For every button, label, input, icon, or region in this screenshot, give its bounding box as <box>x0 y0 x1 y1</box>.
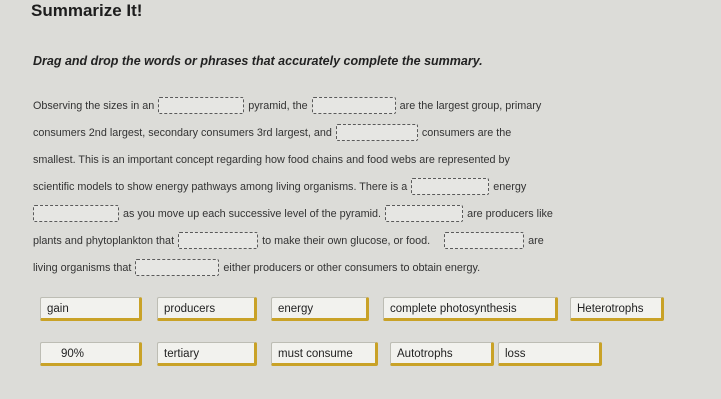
summary-text: smallest. This is an important concept regarding how food chains and food webs are represented by <box>33 153 510 166</box>
summary-line <box>33 119 713 146</box>
summary-line <box>33 227 713 254</box>
summary-line <box>33 173 713 200</box>
summary-text: to make their own glucose, or food. <box>262 234 431 247</box>
word-chip[interactable]: Autotrophs <box>390 342 494 366</box>
word-chip[interactable]: must consume <box>271 342 378 366</box>
instructions: Drag and drop the words or phrases that accurately complete the summary. <box>33 54 483 68</box>
summary-text: are <box>528 234 544 247</box>
summary-text: as you move up each successive level of the pyramid. <box>123 207 382 220</box>
summary-line <box>33 92 713 119</box>
summary-text: living organisms that <box>33 261 132 274</box>
drop-zone-1[interactable] <box>158 97 244 114</box>
drop-zone-2[interactable] <box>312 97 396 114</box>
page-title: Summarize It! <box>31 1 143 20</box>
summary-text: either producers or other consumers to obtain energy. <box>223 261 481 274</box>
word-chip[interactable]: gain <box>40 297 142 321</box>
summary-text: energy <box>493 180 527 193</box>
summary-text: consumers 2nd largest, secondary consumers 3rd largest, and <box>33 126 332 139</box>
drop-zone-4[interactable] <box>411 178 489 195</box>
word-chip[interactable]: complete photosynthesis <box>383 297 558 321</box>
summary-text: are the largest group, primary <box>399 99 542 112</box>
summary-line <box>33 146 713 173</box>
word-chip[interactable]: Heterotrophs <box>570 297 664 321</box>
summary-text: scientific models to show energy pathways among living organisms. There is a <box>33 180 408 193</box>
drop-zone-9[interactable] <box>135 259 219 276</box>
word-chip[interactable]: tertiary <box>157 342 257 366</box>
summary-line <box>33 254 713 281</box>
summary-line <box>33 200 713 227</box>
drop-zone-6[interactable] <box>385 205 463 222</box>
drop-zone-3[interactable] <box>336 124 418 141</box>
summary-paragraph <box>33 92 713 281</box>
summary-text: pyramid, the <box>248 99 308 112</box>
drop-zone-7[interactable] <box>178 232 258 249</box>
summary-text: Observing the sizes in an <box>33 99 155 112</box>
summary-text: consumers are the <box>421 126 512 139</box>
summary-text: plants and phytoplankton that <box>33 234 175 247</box>
drop-zone-8[interactable] <box>444 232 524 249</box>
word-chip[interactable]: 90% <box>40 342 142 366</box>
summary-text: are producers like <box>467 207 553 220</box>
word-chip[interactable]: loss <box>498 342 602 366</box>
word-chip[interactable]: producers <box>157 297 257 321</box>
drop-zone-5[interactable] <box>33 205 119 222</box>
word-chip[interactable]: energy <box>271 297 369 321</box>
